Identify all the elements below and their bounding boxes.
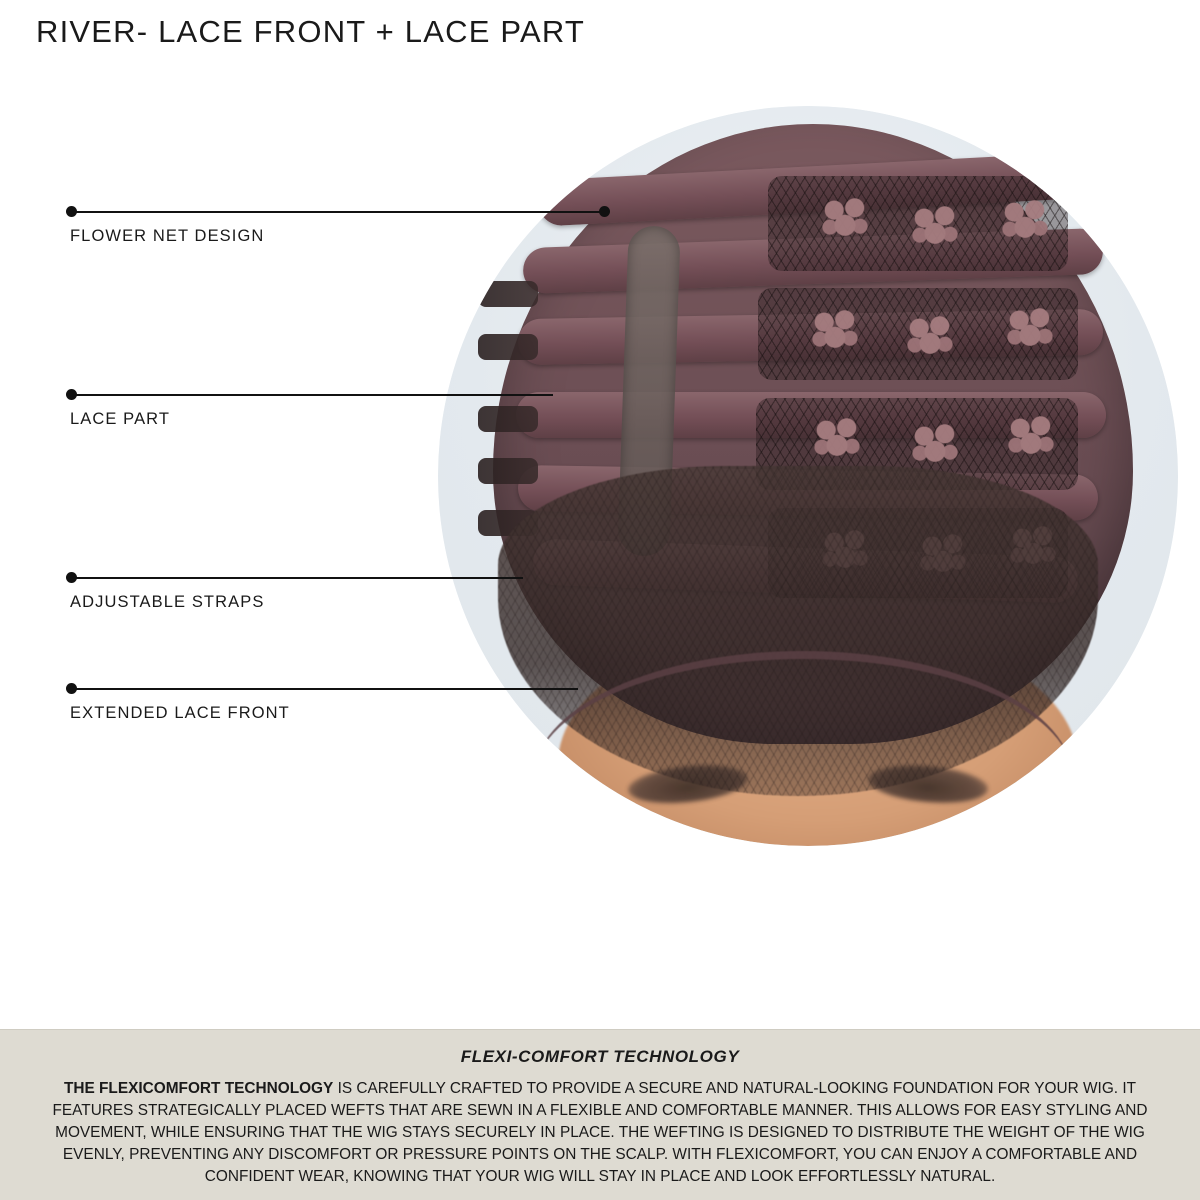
footer-band xyxy=(0,1029,1200,1200)
footer-body-text: IS CAREFULLY CRAFTED TO PROVIDE A SECURE AND NATURAL-LOOKING FOUNDATION FOR YOUR WIG. IT FEATURES STRATEGICALLY PLACED WEFTS THAT ARE SEWN IN A FLEXIBLE AND COMFORTABLE MANNER. THIS ALLOWS FOR EASY STYLING AND MOVEMENT, WHILE ENSURING THAT THE WIG STAYS SECURELY IN PLACE. THE WEFTING IS DESIGNED TO DISTRIBUTE THE WEIGHT OF THE WIG EVENLY, PREVENTING ANY DISCOMFORT OR PRESSURE POINTS ON THE SCALP. WITH FLEXICOMFORT, YOU CAN ENJOY A COMFORTABLE AND CONFIDENT WEAR, KNOWING THAT YOUR WIG WILL STAY IN PLACE AND LOOK EFFORTLESSLY NATURAL. xyxy=(52,1080,1148,1185)
callout-label: ADJUSTABLE STRAPS xyxy=(70,593,265,611)
callout-dot-end xyxy=(599,206,610,217)
callout-line xyxy=(71,688,578,690)
adjustable-strap xyxy=(478,281,538,307)
photo-inner xyxy=(438,106,1178,846)
floral-motif xyxy=(810,414,864,460)
adjustable-strap xyxy=(478,334,538,360)
callout-line xyxy=(71,577,523,579)
floral-motif xyxy=(908,420,962,466)
adjustable-strap xyxy=(478,406,538,432)
footer-heading: FLEXI-COMFORT TECHNOLOGY xyxy=(460,1047,740,1066)
floral-motif xyxy=(808,306,862,352)
wig-cap-photo xyxy=(438,106,1178,846)
footer-body xyxy=(35,1078,1165,1187)
callout-label: LACE PART xyxy=(70,410,171,428)
floral-motif xyxy=(818,194,872,240)
callout-line xyxy=(71,394,553,396)
callout-label: EXTENDED LACE FRONT xyxy=(70,704,290,722)
floral-motif xyxy=(1003,304,1057,350)
floral-motif xyxy=(908,202,962,248)
floral-motif xyxy=(1004,412,1058,458)
callout-line xyxy=(71,211,605,213)
floral-motif xyxy=(903,312,957,358)
floral-motif xyxy=(998,196,1052,242)
page-title: RIVER- LACE FRONT + LACE PART xyxy=(36,14,586,49)
callout-label: FLOWER NET DESIGN xyxy=(70,227,265,245)
footer-lead: THE FLEXICOMFORT TECHNOLOGY xyxy=(63,1080,334,1097)
adjustable-strap xyxy=(478,458,538,484)
